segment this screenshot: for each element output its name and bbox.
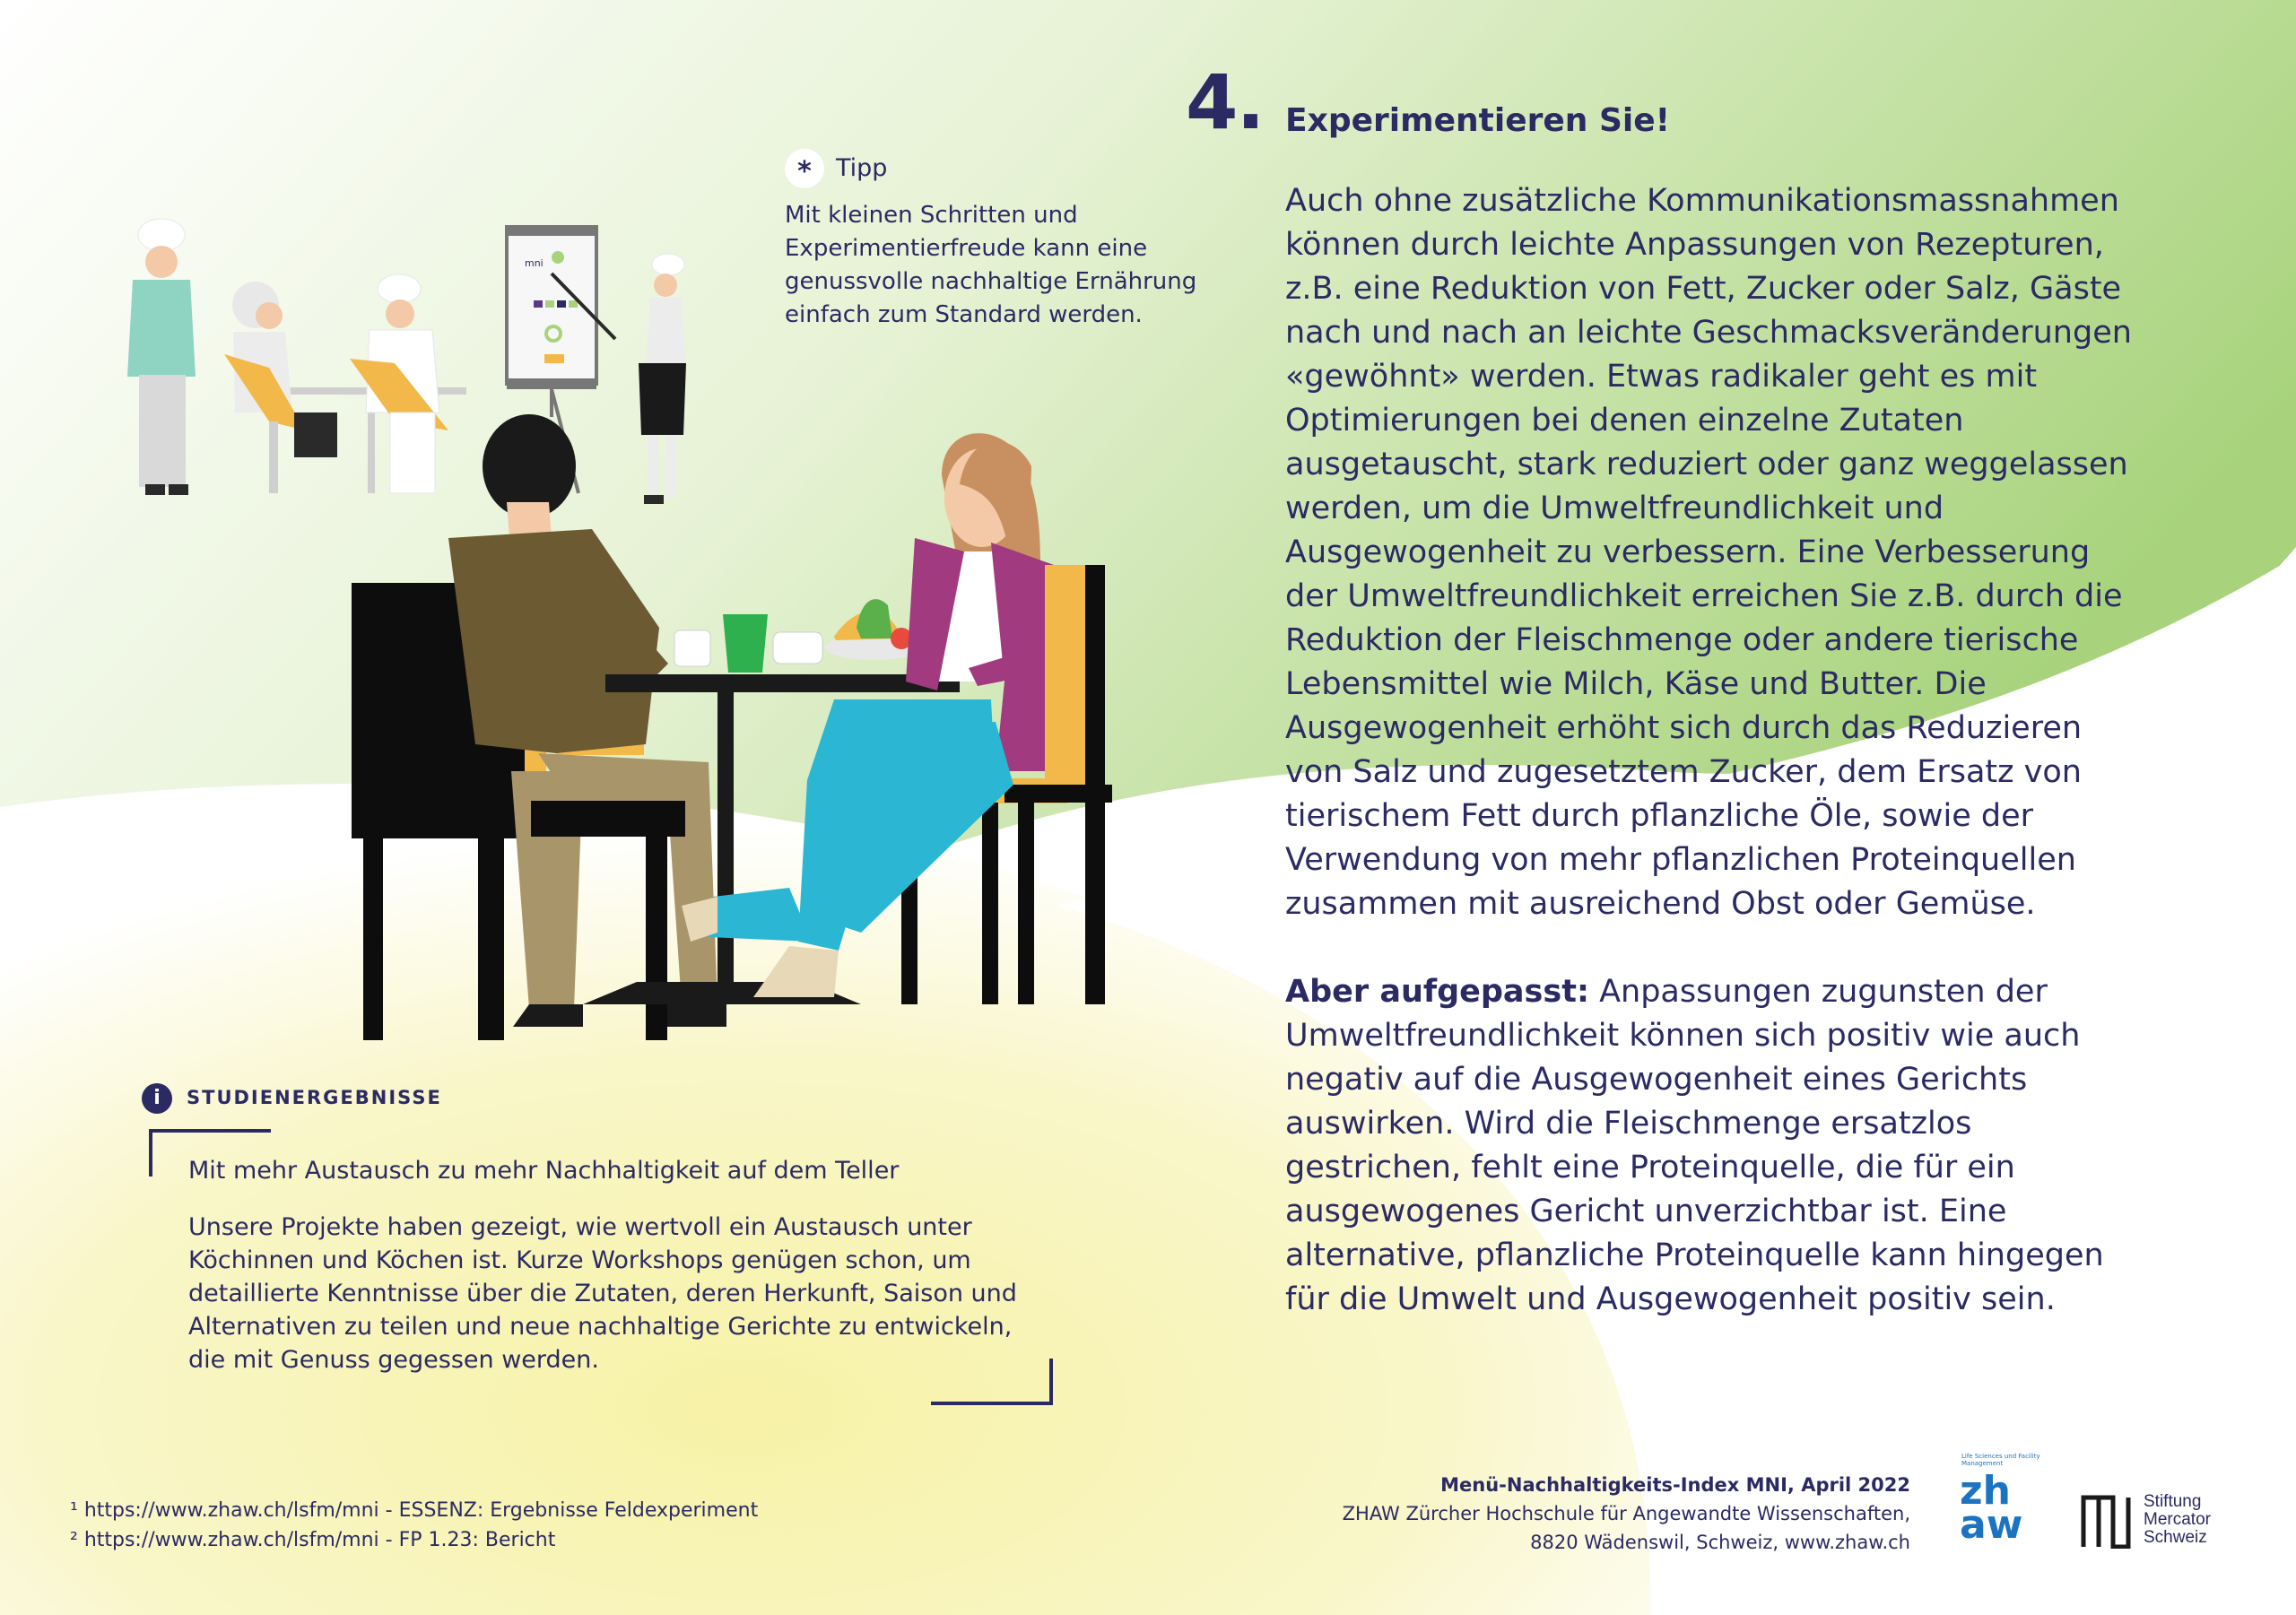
workshop-scene bbox=[127, 219, 686, 504]
section-number: 4. bbox=[1186, 58, 1264, 146]
tipp-text: Mit kleinen Schritten und Experimentierfreude kann eine genussvolle nachhaltige Ernährung einfach zum Standard werden. bbox=[785, 202, 1197, 328]
publication-footer bbox=[1343, 1471, 1910, 1557]
publication-title: Menü-Nachhaltigkeits-Index MNI, April 2022 bbox=[1440, 1474, 1910, 1496]
study-title: Mit mehr Austausch zu mehr Nachhaltigkeit auf dem Teller bbox=[188, 1157, 900, 1185]
section-title: Experimentieren Sie! bbox=[1285, 102, 1671, 139]
zhaw-logo-subtitle: Life Sciences und Facility Management bbox=[1961, 1453, 2040, 1467]
zhaw-logo-top: zh bbox=[1960, 1468, 2011, 1514]
footnote-1: ¹ https://www.zhaw.ch/lsfm/mni - ESSENZ: Ergebnisse Feldexperiment bbox=[70, 1499, 759, 1522]
zhaw-logo bbox=[1960, 1453, 2040, 1551]
mercator-mark-icon bbox=[2079, 1493, 2133, 1549]
zhaw-logo-bottom: aw bbox=[1960, 1502, 2023, 1548]
publisher-line: ZHAW Zürcher Hochschule für Angewandte Wissenschaften, bbox=[1342, 1503, 1910, 1524]
dining-scene bbox=[352, 414, 1112, 1040]
mercator-line-3: Schweiz bbox=[2144, 1528, 2207, 1547]
info-icon: i bbox=[142, 1083, 172, 1114]
warning-lead: Aber aufgepasst: bbox=[1285, 974, 1589, 1010]
mercator-wordmark bbox=[2144, 1493, 2211, 1547]
tipp-label: Tipp bbox=[836, 154, 888, 182]
study-bracket-bottom bbox=[928, 1356, 1054, 1406]
mercator-line-2: Mercator bbox=[2144, 1510, 2211, 1529]
mercator-line-1: Stiftung bbox=[2144, 1492, 2202, 1511]
main-paragraph-2 bbox=[1285, 970, 2146, 1322]
board-logo: mni bbox=[525, 257, 544, 269]
study-text: Unsere Projekte haben gezeigt, wie wertvoll ein Austausch unter Köchinnen und Köchen ist. Kurze Workshops genügen schon, um detaillierte Kenntnisse über die Zutaten, deren Herkunft, Saison und Alternativen zu teilen und neue nachhaltige Gerichte zu entwickeln, die mit Genuss gegessen werden. bbox=[188, 1213, 1017, 1374]
footnotes bbox=[70, 1496, 758, 1555]
address-line: 8820 Wädenswil, Schweiz, www.zhaw.ch bbox=[1530, 1532, 1910, 1553]
study-label: STUDIENERGEBNISSE bbox=[187, 1087, 442, 1108]
footnote-2: ² https://www.zhaw.ch/lsfm/mni - FP 1.23: Bericht bbox=[70, 1529, 556, 1551]
stiftung-mercator-logo bbox=[2079, 1493, 2240, 1556]
main-text bbox=[1285, 179, 2146, 1322]
warning-text: Anpassungen zugunsten der Umweltfreundlichkeit können sich positiv wie auch negativ auf die Ausgewogenheit eines Gerichts auswirken. Wird die Fleischmenge ersatzlos gestrichen, fehlt eine Proteinquelle, die für ein ausgewogenes Gericht unverzichtbar ist. Eine alternative, pflanzliche Proteinquelle kann hingegen für die Umwelt und Ausgewogenheit positiv sein. bbox=[1285, 974, 2104, 1317]
main-paragraph-1: Auch ohne zusätzliche Kommunikationsmassnahmen können durch leichte Anpassungen von Rezepturen, z.B. eine Reduktion von Fett, Zucker oder Salz, Gäste nach und nach an leichte Geschmacksveränderungen «gewöhnt» werden. Etwas radikaler geht es mit Optimierungen bei denen einzelne Zutaten ausgetauscht, stark reduziert oder ganz weggelassen werden, um die Umweltfreundlichkeit und Ausgewogenheit zu verbessern. Eine Verbesserung der Umweltfreundlichkeit erreichen Sie z.B. durch die Reduktion der Fleischmenge oder andere tierische Lebensmittel wie Milch, Käse und Butter. Die Ausgewogenheit erhöht sich durch das Reduzieren von Salz und zugesetztem Zucker, dem Ersatz von tierischem Fett durch pflanzliche Öle, sowie der Verwendung von mehr pflanzlichen Proteinquellen zusammen mit ausreichend Obst oder Gemüse. bbox=[1285, 183, 2132, 922]
tipp-star-icon: * bbox=[785, 149, 824, 188]
zhaw-logo-wordmark bbox=[1960, 1468, 2023, 1548]
